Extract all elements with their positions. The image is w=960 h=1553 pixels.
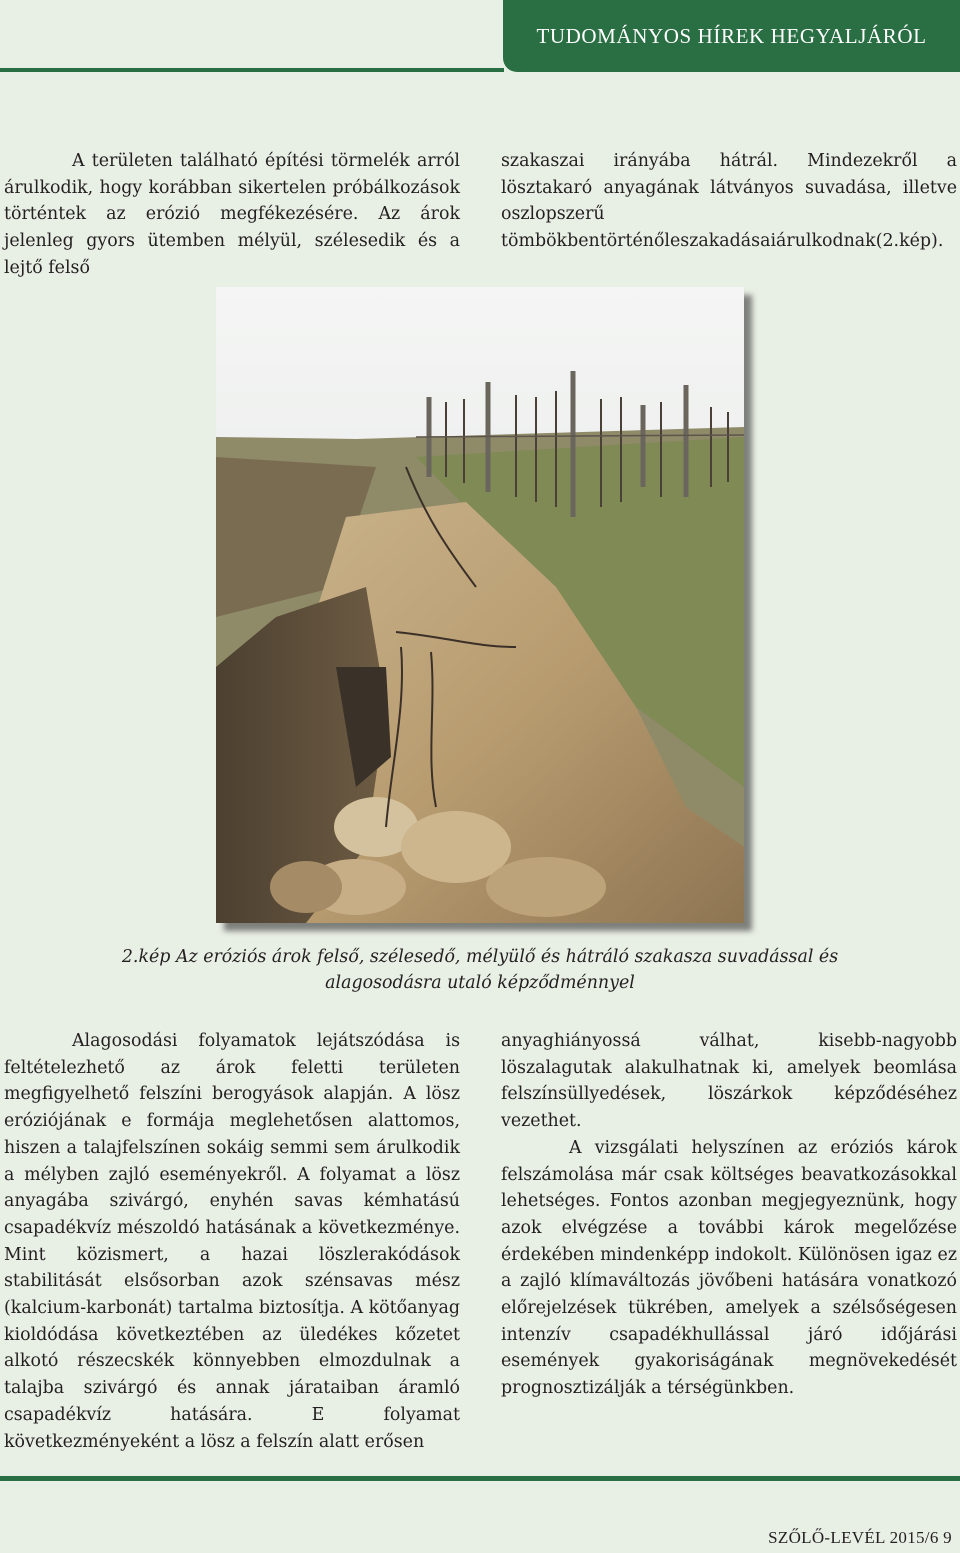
- erosion-gully-photo: [216, 287, 744, 923]
- header-banner: [503, 0, 960, 72]
- intro-left-column: [4, 148, 460, 282]
- caption-line-1: 2.kép Az eróziós árok felső, szélesedő, mélyülő és hátráló szakasza suvadással és: [121, 947, 839, 967]
- footer-rule: [0, 1476, 960, 1481]
- body-paragraph-left: Alagosodási folyamatok lejátszódása is feltételezhető az árok feletti területen megfigyelhető felszíni berogyások alapján. A lösz eróziójának e formája meglehetősen alattomos, hiszen a talajfelszínen sokáig semmi sem árulkodik a mélyben zajló eseményekről. A folyamat a lösz anyagába szivárgó, enyhén savas kémhatású csapadékvíz mészoldó hatásának a következménye. Mint közismert, a hazai löszlerakódások stabilitását elsősorban azok szénsavas mész (kalcium-karbonát) tartalma biztosítja. A kötőanyag kioldódása következtében az üledékes kőzetet alkotó részecskék könnyebben elmozdulnak a talajba szivárgó és annak járataiban áramló csapadékvíz hatására. E folyamat következményeként a lösz a felszín alatt erősen: [4, 1031, 460, 1452]
- body-right-column: [501, 1028, 957, 1402]
- body-left-column: [4, 1028, 460, 1455]
- figure-caption: [100, 944, 860, 996]
- section-title: TUDOMÁNYOS HÍREK HEGYALJÁRÓL: [536, 23, 927, 48]
- caption-line-2: alagosodásra utaló képződménnyel: [325, 973, 635, 993]
- footer-page-label: SZŐLŐ-LEVÉL 2015/6 9: [768, 1528, 952, 1547]
- body-paragraph-right-2: A vizsgálati helyszínen az eróziós károk felszámolása már csak költséges beavatkozásokkal lehetséges. Fontos azonban megjegyeznünk, hogy azok elvégzése a további károk megelőzése érdekében mindenképp indokolt. Különösen igaz ez a zajló klímaváltozás jövőbeni hatására vonatkozó előrejelzések tükrében, amelyek a szélsőségesen intenzív csapadékhullással járó időjárási események gyakoriságának megnövekedését prognosztizálják a térségünkben.: [501, 1137, 957, 1399]
- header-rule: [0, 68, 504, 72]
- intro-paragraph-left: A területen található építési törmelék arról árulkodik, hogy korábban sikertelen próbálkozások történtek az erózió megfékezésére. Az árok jelenleg gyors ütemben mélyül, szélesedik és a lejtő felső: [4, 151, 460, 278]
- intro-right-column: [501, 148, 957, 255]
- body-paragraph-right-1: anyaghiányossá válhat, kisebb-nagyobb löszalagutak alakulhatnak ki, amelyek beomlása felszínsüllyedések, löszárkok képződéséhez vezethet.: [501, 1031, 957, 1132]
- intro-paragraph-right: szakaszai irányába hátrál. Mindezekről a lösztakaró anyagának látványos suvadása, illetve oszlopszerű tömbökbentörténőleszakadásaiárulkodnak(2.kép).: [501, 151, 957, 252]
